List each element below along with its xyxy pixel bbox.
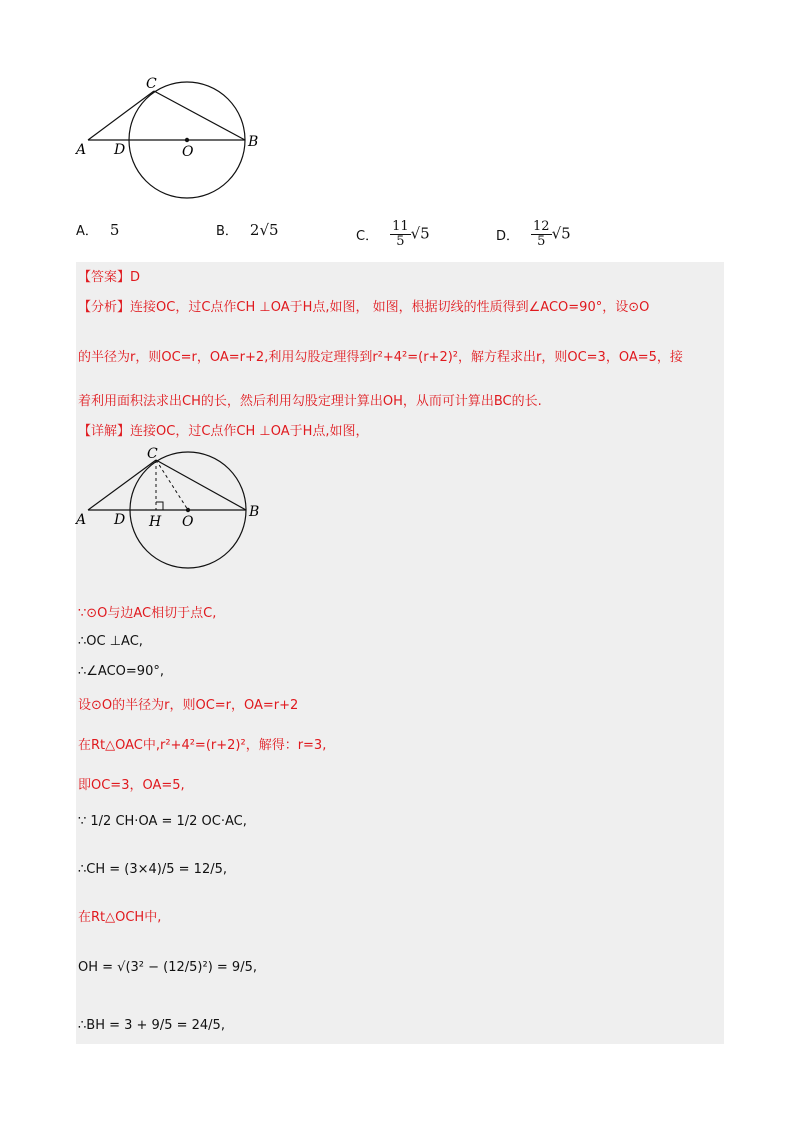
step-4 (78, 694, 298, 713)
step-3-text: ∴∠ACO=90°, (78, 664, 164, 679)
geometry-figure-top (70, 72, 270, 202)
option-b-value: 2√5 (249, 220, 279, 239)
option-d-value (531, 220, 571, 249)
segment-ac-2 (88, 460, 156, 510)
step-1 (78, 602, 216, 621)
step-8 (78, 862, 227, 877)
analysis-text-2: 的半径为r，则OC=r，OA=r+2,利用勾股定理得到r²+4²=(r+2)²，解方程求出r，则OC=3，OA=5，接 (78, 350, 683, 365)
solution-panel (76, 262, 724, 1044)
geometry-figure-detail (70, 442, 280, 572)
detail-line-1 (78, 420, 369, 439)
label-a: A (76, 142, 87, 158)
option-c[interactable] (356, 220, 430, 249)
analysis-text-3: 着利用面积法求出CH的长，然后利用勾股定理计算出OH，从而可计算出BC的长. (78, 394, 542, 409)
option-a-label: A． (76, 224, 98, 239)
step-5 (78, 734, 326, 753)
option-a[interactable] (76, 220, 119, 239)
option-c-num: 11 (392, 219, 409, 234)
step-1-text: ∵⊙O与边AC相切于点C, (78, 606, 217, 621)
answer-line (78, 266, 140, 285)
step-8-text: ∴CH = (3×4)/5 = 12/5, (78, 862, 227, 877)
label-b-2: B (249, 504, 260, 520)
label-c: C (146, 76, 157, 92)
step-4-text: 设⊙O的半径为r，则OC=r，OA=r+2 (78, 698, 299, 713)
label-d-2: D (114, 512, 126, 528)
step-6 (78, 774, 185, 793)
analysis-text-1: 连接OC，过C点作CH ⊥OA于H点,如图， 如图，根据切线的性质得到∠ACO=90°，设⊙O (130, 300, 650, 315)
analysis-tag: 【分析】 (78, 300, 131, 315)
option-c-root: √5 (410, 224, 430, 243)
label-d: D (114, 142, 126, 158)
step-3 (78, 664, 164, 679)
step-10 (78, 960, 257, 975)
option-b[interactable] (216, 220, 279, 239)
right-angle-mark (156, 502, 163, 510)
step-5-text: 在Rt△OAC中,r²+4²=(r+2)²，解得：r=3, (78, 738, 327, 753)
option-d-den: 5 (537, 234, 546, 249)
option-a-value: 5 (109, 220, 120, 239)
option-d-root: √5 (551, 224, 571, 243)
option-d[interactable] (496, 220, 571, 249)
answer-tag: 【答案】 (78, 270, 131, 285)
step-9-text: 在Rt△OCH中, (78, 910, 162, 925)
step-6-text: 即OC=3，OA=5, (78, 778, 185, 793)
answer-value: D (130, 270, 141, 285)
option-d-num: 12 (533, 219, 550, 234)
option-c-label: C． (356, 229, 379, 244)
label-b: B (248, 134, 259, 150)
segment-ac (88, 91, 154, 140)
analysis-line-3 (78, 390, 542, 409)
step-11 (78, 1018, 225, 1033)
option-c-value (390, 220, 430, 249)
label-a-2: A (76, 512, 87, 528)
step-11-text: ∴BH = 3 + 9/5 = 24/5, (78, 1018, 225, 1033)
step-2-text: ∴OC ⊥AC, (78, 634, 143, 649)
center-dot-2 (186, 508, 190, 512)
step-7-text: ∵ 1/2 CH·OA = 1/2 OC·AC, (78, 814, 247, 829)
segment-cb (154, 91, 245, 140)
label-c-2: C (147, 446, 158, 462)
analysis-line-1 (78, 296, 649, 315)
label-h: H (149, 514, 162, 530)
label-o-2: O (182, 514, 194, 530)
option-b-label: B． (216, 224, 238, 239)
center-dot (185, 138, 189, 142)
step-9 (78, 906, 161, 925)
label-o: O (182, 144, 194, 160)
detail-text-1: 连接OC，过C点作CH ⊥OA于H点,如图， (130, 424, 369, 439)
option-d-label: D． (496, 229, 520, 244)
option-c-den: 5 (396, 234, 405, 249)
analysis-line-2 (78, 346, 683, 365)
step-2 (78, 634, 143, 649)
step-10-text: OH = √(3² − (12/5)²) = 9/5, (78, 960, 257, 975)
step-7 (78, 814, 247, 829)
answer-options (76, 220, 736, 250)
segment-cb-2 (156, 460, 246, 510)
detail-tag: 【详解】 (78, 424, 131, 439)
